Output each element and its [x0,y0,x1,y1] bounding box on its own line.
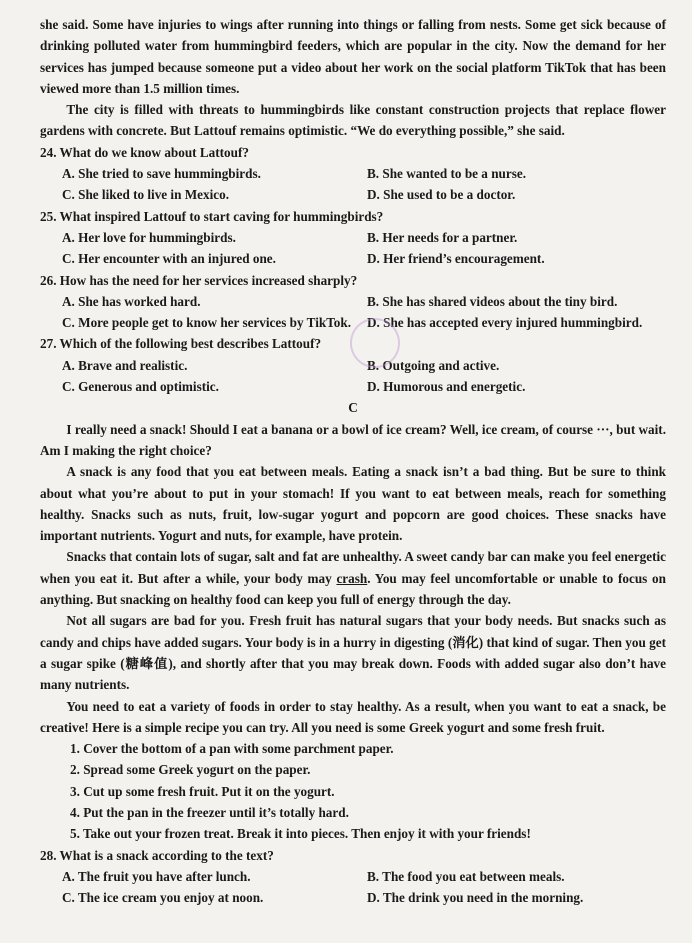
option-c[interactable]: C. The ice cream you enjoy at noon. [62,890,264,906]
recipe-step: 1. Cover the bottom of a pan with some parchment paper. [70,741,394,757]
option-a[interactable]: A. She has worked hard. [62,293,201,309]
question-stem: 27. Which of the following best describes Lattouf? [40,336,322,352]
passage-c-paragraph [40,546,666,610]
option-a[interactable]: A. Her love for hummingbirds. [62,229,236,245]
option-b[interactable]: B. The food you eat between meals. [367,868,565,884]
option-b[interactable]: B. She has shared videos about the tiny bird. [367,293,618,309]
underlined-word: crash [336,570,368,586]
option-a[interactable]: A. She tried to save hummingbirds. [62,166,261,182]
passage-c-paragraph: I really need a snack! Should I eat a banana or a bowl of ice cream? Well, ice cream, of course ···, but wait. Am I making the right choice? [40,421,666,458]
option-d[interactable]: D. She has accepted every injured hummingbird. [367,315,643,331]
option-b[interactable]: B. Her needs for a partner. [367,229,518,245]
question-stem: 24. What do we know about Lattouf? [40,144,249,160]
recipe-step: 5. Take out your frozen treat. Break it into pieces. Then enjoy it with your friends! [70,826,531,842]
passage-c-paragraph: Not all sugars are bad for you. Fresh fruit has natural sugars that your body needs. But snacks such as candy and chips have added sugars. Your body is in a hurry in digesting (消化) that kind of sugar. Then you get a sugar spike (糖峰值), and shortly after that you may break down. Foods with added sugar also don’t have many nutrients. [40,613,666,693]
paragraph-text: . You may feel uncomfortable or unable to focus on anything. But snacking on healthy food can keep you full of energy through the day. [40,570,666,608]
option-c[interactable]: C. Her encounter with an injured one. [62,251,276,267]
passage-c-paragraph: A snack is any food that you eat between meals. Eating a snack isn’t a bad thing. But be sure to think about what you’re about to put in your stomach! If you want to eat between meals, reach for something healthy. Snacks such as nuts, fruit, low-sugar yogurt and popcorn are good choices. These snacks have important nutrients. Yogurt and nuts, for example, have protein. [40,464,666,544]
option-c[interactable]: C. Generous and optimistic. [62,379,219,395]
option-d[interactable]: D. The drink you need in the morning. [367,890,584,906]
option-b[interactable]: B. Outgoing and active. [367,357,500,373]
passage-b-paragraph: The city is filled with threats to hummingbirds like constant construction projects that replace flower gardens with concrete. But Lattouf remains optimistic. “We do everything possible,” she said. [40,102,666,139]
recipe-step: 3. Cut up some fresh fruit. Put it on the yogurt. [70,783,335,799]
recipe-step: 4. Put the pan in the freezer until it’s totally hard. [70,804,349,820]
passage-b-paragraph: she said. Some have injuries to wings after running into things or falling from nests. Some get sick because of drinking polluted water from hummingbird feeders, which are popular in the city. Now the demand for her services has jumped because someone put a video about her work on the social platform TikTok that has been viewed more than 1.5 million times. [40,17,666,96]
option-d[interactable]: D. Her friend’s encouragement. [367,251,545,267]
question-stem: 26. How has the need for her services increased sharply? [40,272,358,288]
option-a[interactable]: A. The fruit you have after lunch. [62,868,251,884]
option-c[interactable]: C. More people get to know her services by TikTok. [62,315,352,331]
recipe-steps [40,738,666,844]
option-c[interactable]: C. She liked to live in Mexico. [62,187,230,203]
option-b[interactable]: B. She wanted to be a nurse. [367,166,526,182]
paragraph-text: Snacks that contain lots of sugar, salt and fat are unhealthy. A sweet candy bar can make you feel energetic when you eat it. But after a while, your body may [40,549,666,586]
option-d[interactable]: D. Humorous and energetic. [367,379,526,395]
section-heading: C [348,400,358,416]
option-a[interactable]: A. Brave and realistic. [62,357,188,373]
question-stem: 25. What inspired Lattouf to start caving for hummingbirds? [40,208,384,224]
question-28 [40,845,666,909]
question-26 [40,270,666,334]
option-d[interactable]: D. She used to be a doctor. [367,187,516,203]
question-25 [40,206,666,270]
passage-c-paragraph: You need to eat a variety of foods in order to stay healthy. As a result, when you want to eat a snack, be creative! Here is a simple recipe you can try. All you need is some Greek yogurt and some fresh fruit. [40,698,666,735]
recipe-step: 2. Spread some Greek yogurt on the paper. [70,762,311,778]
question-stem: 28. What is a snack according to the text? [40,847,274,863]
question-24 [40,142,666,206]
